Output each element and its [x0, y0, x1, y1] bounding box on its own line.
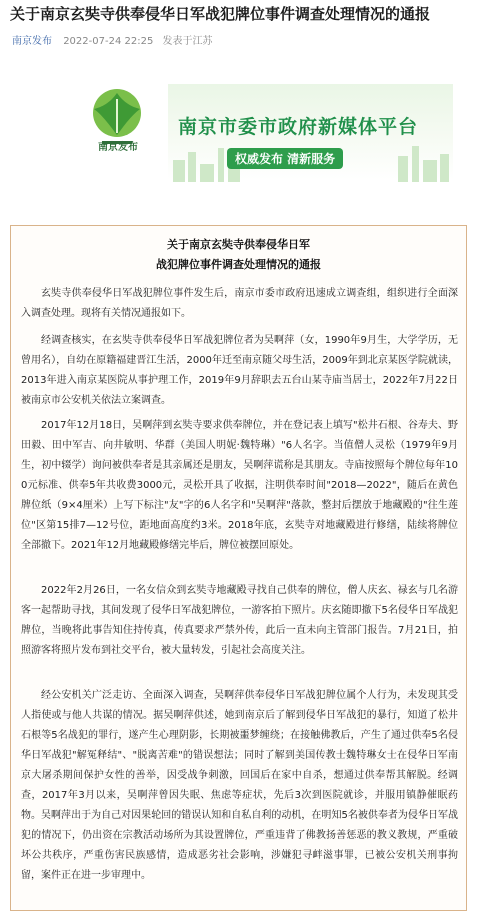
publish-date: 2022-07-24 22:25 [63, 36, 154, 47]
paragraph-investigation-result: 经公安机关广泛走访、全面深入调查，吴啊萍供奉侵华日军战犯牌位属个人行为，未发现其受人指使或与他人共谋的情况。据吴啊萍供述，她到南京后了解到侵华日军战犯的暴行，知道了松井石根等5名战犯的罪行，遂产生心理阴影，长期被噩梦缠绕；在接触佛教后，产生了通过供奉5名侵华日军战犯"解冤释结"、"脱离苦难"的错误想法；同时了解到美国传教士魏特琳女士在侵华日军南京大屠杀期间保护女性的善举，因受战争刺激，回国后在家中自杀，想通过供奉帮其解脱。经调查，2017年3月以来，吴啊萍曾因失眠、焦虑等症状，先后3次到医院就诊，并服用镇静催眠药物。吴啊萍出于为自己对因果轮回的错误认知和自私自利的动机，在明知5名被供奉者为侵华日军战犯的情况下，仍出资在宗教活动场所为其设置牌位，严重违背了佛教扬善惩恶的教义教规，严重破坏公共秩序，严重伤害民族感情，造成恶劣社会影响，涉嫌犯寻衅滋事罪，已被公安机关刑事拘留，案件正在进一步审理中。 [21, 690, 458, 881]
logo-label: 南京发布 [98, 142, 138, 153]
nanjing-fabu-logo [82, 85, 152, 165]
article-meta [12, 32, 213, 47]
document-heading-line-2: 战犯牌位事件调查处理情况的通报 [156, 258, 321, 271]
paragraph-intro: 玄奘寺供奉侵华日军战犯牌位事件发生后，南京市委市政府迅速成立调查组，组织进行全面深入调查处理。现将有关情况通报如下。 [21, 288, 458, 319]
document-heading-line-1: 关于南京玄奘寺供奉侵华日军 [167, 238, 310, 251]
publish-location: 发表于江苏 [162, 36, 213, 47]
announcement-document [10, 225, 467, 911]
article-title: 关于南京玄奘寺供奉侵华日军战犯牌位事件调查处理情况的通报 [10, 5, 431, 23]
banner-slogan: 权威发布 清新服务 [227, 148, 343, 169]
paragraph-findings: 经调查核实，在玄奘寺供奉侵华日军战犯牌位者为吴啊萍（女，1990年9月生，大学学历，无曾用名），自幼在原籍福建晋江生活，2000年迁至南京随父母生活，2009年到北京某医学院就读，2013年进入南京某医院从事护理工作，2019年9月辞职去五台山某寺庙当居士，2022年7月22日被南京市公安机关依法立案调查。 [21, 335, 458, 406]
paragraph-timeline-2017: 2017年12月18日，吴啊萍到玄奘寺要求供奉牌位，并在登记表上填写"松井石根、谷寿夫、野田毅、田中军吉、向井敏明、华群（美国人明妮·魏特琳）"6人名字。当值僧人灵松（1979年9月生，初中辍学）询问被供奉者是其亲属还是朋友，吴啊萍谎称是其朋友。寺庙按照每个牌位每年100元标准、供奉5年共收费3000元，灵松开具了收据，注明供奉时间"2018—2022"，随后在黄色牌位纸（9×4厘米）上写下标注"友"字的6人名字和"吴啊萍"落款，整封后摆放于地藏殿的"往生莲位"区第15排7—12号位，距地面高度约3米。2018年底，玄奘寺对地藏殿进行修缮，陆续将牌位全部撤下。2021年12月地藏殿修缮完毕后，牌位被摆回原处。 [21, 420, 458, 551]
banner-title: 南京市委市政府新媒体平台 [178, 116, 419, 138]
source-account-link[interactable]: 南京发布 [12, 36, 52, 47]
paragraph-discovery-2022: 2022年2月26日，一名女信众到玄奘寺地藏殿寻找自己供奉的牌位，僧人庆玄、禄玄与几名游客一起帮助寻找，其间发现了侵华日军战犯牌位，一游客拍下照片。庆玄随即撤下5名侵华日军战犯牌位，当晚将此事告知住持传真，传真要求严禁外传，此后一直未向主管部门报告。7月21日，拍照游客将照片发布到社交平台，被大量转发，引起社会高度关注。 [21, 585, 458, 656]
